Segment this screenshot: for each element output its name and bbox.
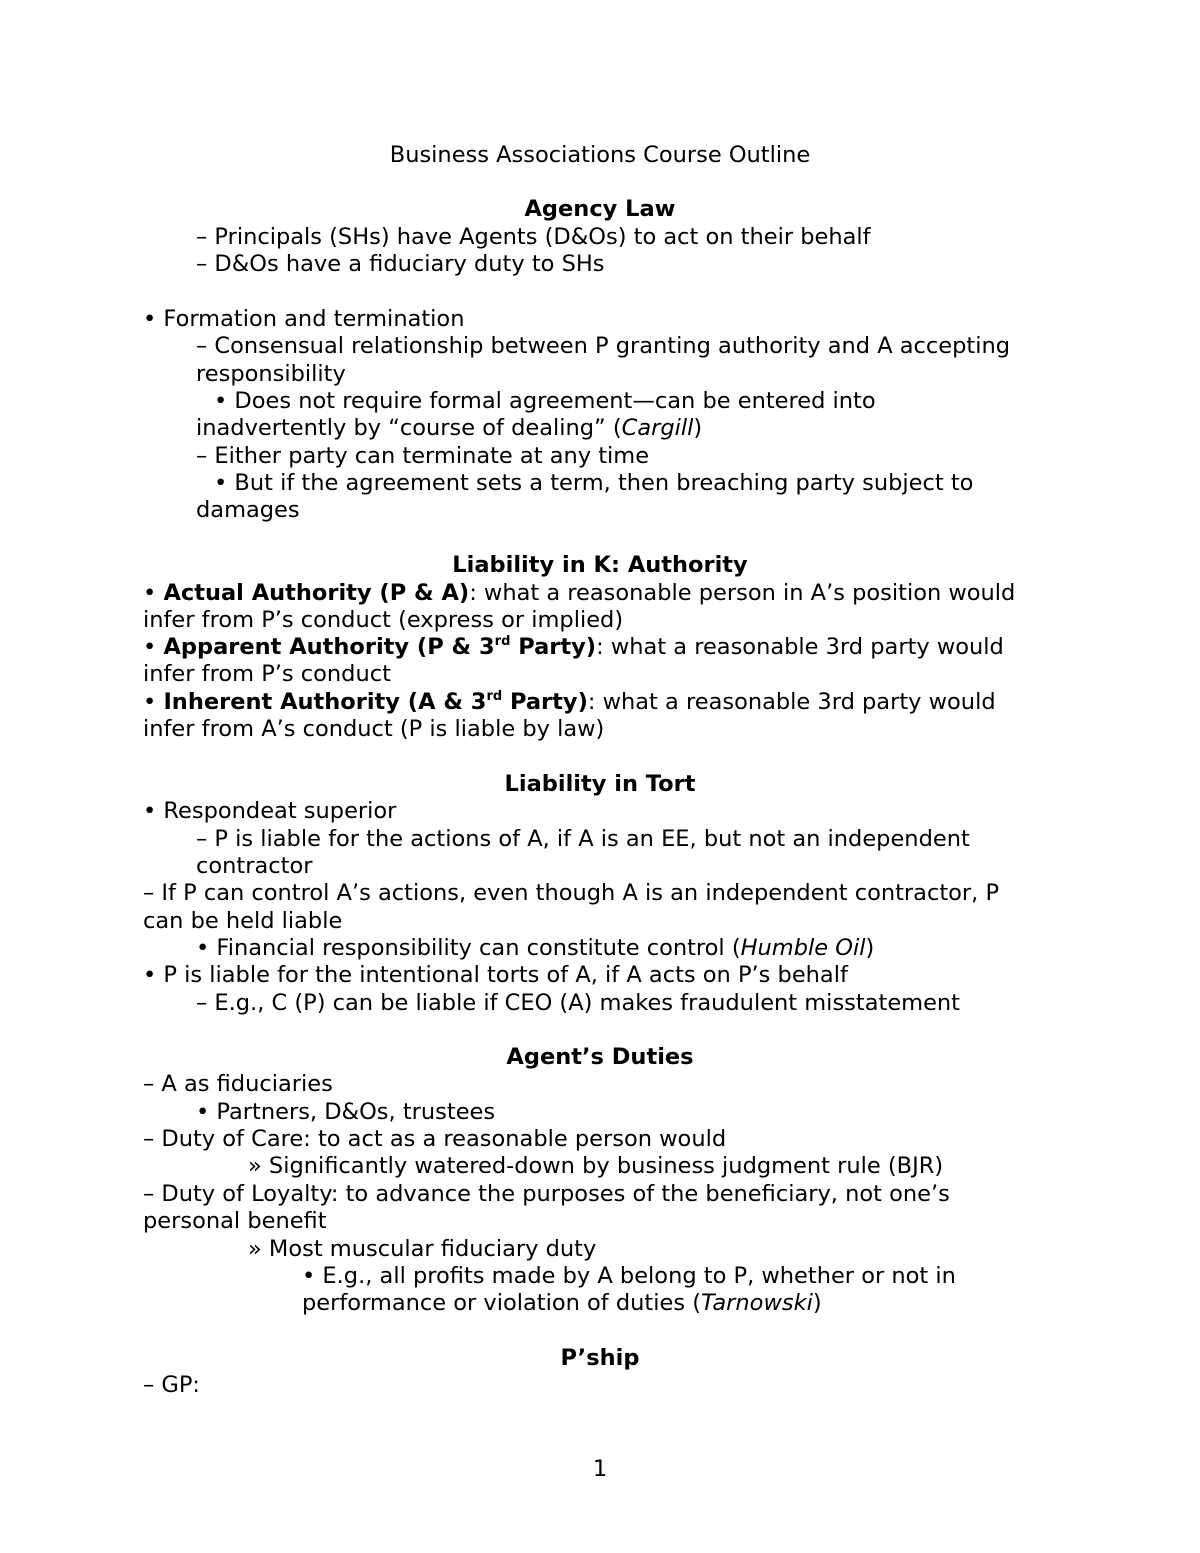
- muscular-line: » Most muscular fiduciary duty: [248, 1236, 597, 1262]
- intentional-torts-bullet: • P is liable for the intentional torts of A, if A acts on P’s behalf: [143, 962, 848, 988]
- section-heading-tort: Liability in Tort: [504, 771, 696, 797]
- respondeat-bullet: • Respondeat superior: [143, 798, 397, 824]
- term-bullet: • But if the agreement sets a term, then breaching party subject to: [214, 470, 974, 496]
- formal-agreement-bullet: • Does not require formal agreement—can be entered into: [214, 388, 876, 414]
- inherent-authority-line: • Inherent Authority (A & 3rd Party): what a reasonable 3rd party would: [143, 689, 996, 715]
- consensual-line: – Consensual relationship between P granting authority and A accepting: [196, 333, 1011, 359]
- terminate-line: – Either party can terminate at any time: [196, 443, 650, 469]
- financial-responsibility-bullet: • Financial responsibility can constitute control (Humble Oil): [196, 935, 875, 961]
- consensual-line-cont: responsibility: [196, 361, 346, 387]
- profits-bullet: • E.g., all profits made by A belong to P, whether or not in: [302, 1263, 956, 1289]
- control-line: – If P can control A’s actions, even though A is an independent contractor, P: [143, 880, 1000, 906]
- formation-bullet: • Formation and termination: [143, 306, 465, 332]
- term-bullet-cont: damages: [196, 497, 300, 523]
- actual-authority-line: • Actual Authority (P & A): what a reasonable person in A’s position would: [143, 580, 1016, 606]
- actual-authority-cont: infer from P’s conduct (express or implied): [143, 607, 624, 633]
- profits-bullet-cont: performance or violation of duties (Tarnowski): [302, 1290, 822, 1316]
- inherent-authority-cont: infer from A’s conduct (P is liable by law): [143, 716, 605, 742]
- duty-of-loyalty-cont: personal benefit: [143, 1208, 327, 1234]
- duty-of-loyalty-line: – Duty of Loyalty: to advance the purposes of the beneficiary, not one’s: [143, 1181, 950, 1207]
- apparent-authority-cont: infer from P’s conduct: [143, 661, 391, 687]
- gp-line: – GP:: [143, 1372, 200, 1398]
- page-number: 1: [592, 1456, 608, 1482]
- control-line-cont: can be held liable: [143, 908, 343, 934]
- liable-line: – P is liable for the actions of A, if A is an EE, but not an independent: [196, 826, 970, 852]
- section-heading-agency: Agency Law: [524, 196, 676, 222]
- partners-bullet: • Partners, D&Os, trustees: [196, 1099, 496, 1125]
- document-title: Business Associations Course Outline: [389, 142, 811, 168]
- formal-agreement-cont: inadvertently by “course of dealing” (Cargill): [196, 415, 703, 441]
- agency-intro-line: – Principals (SHs) have Agents (D&Os) to act on their behalf: [196, 224, 871, 250]
- case-name-cargill: Cargill: [621, 415, 694, 441]
- apparent-authority-line: • Apparent Authority (P & 3rd Party): what a reasonable 3rd party would: [143, 634, 1004, 660]
- agency-intro-line: – D&Os have a fiduciary duty to SHs: [196, 251, 605, 277]
- example-line: – E.g., C (P) can be liable if CEO (A) makes fraudulent misstatement: [196, 990, 961, 1016]
- liable-line-cont: contractor: [196, 853, 313, 879]
- section-heading-pship: P’ship: [560, 1345, 640, 1371]
- case-name-humble-oil: Humble Oil: [740, 935, 866, 961]
- section-heading-duties: Agent’s Duties: [506, 1044, 694, 1070]
- fiduciaries-line: – A as fiduciaries: [143, 1071, 333, 1097]
- bjr-line: » Significantly watered-down by business judgment rule (BJR): [248, 1153, 944, 1179]
- duty-of-care-line: – Duty of Care: to act as a reasonable person would: [143, 1126, 727, 1152]
- section-heading-authority: Liability in K: Authority: [452, 552, 748, 578]
- case-name-tarnowski: Tarnowski: [701, 1290, 813, 1316]
